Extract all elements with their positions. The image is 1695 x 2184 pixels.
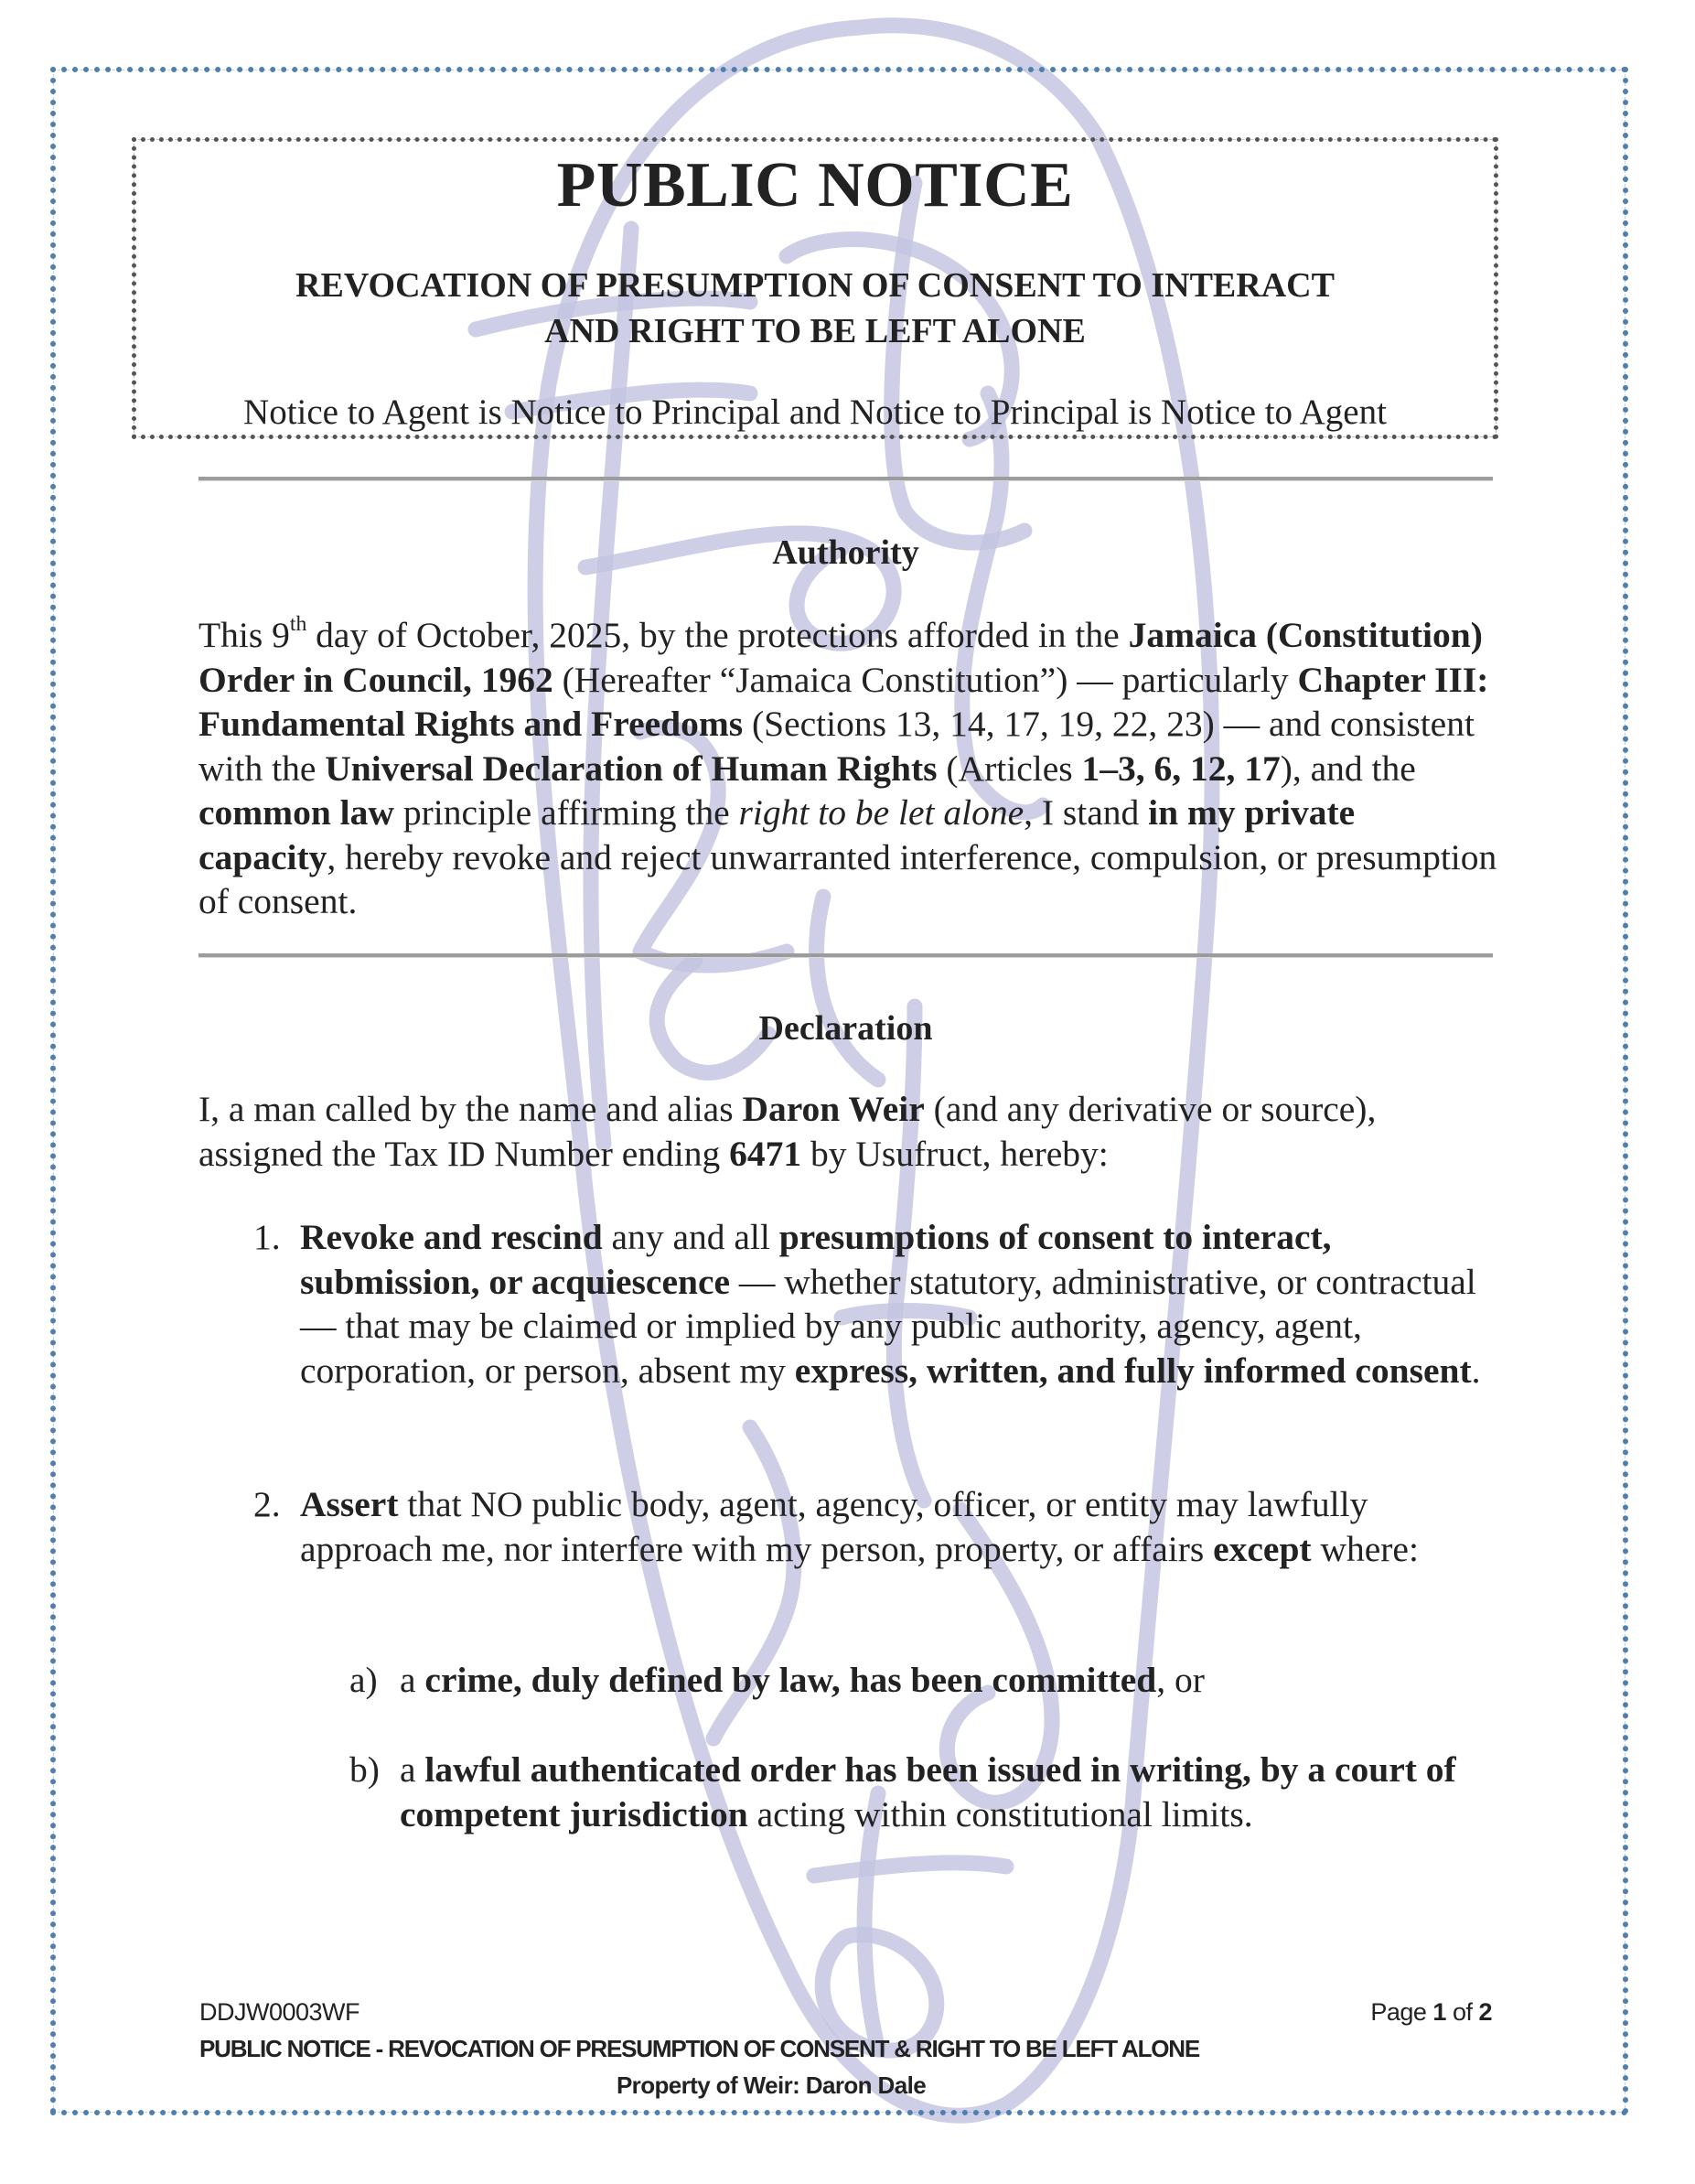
bold-text: 6471	[729, 1133, 802, 1174]
text-run: (Sections 13, 14, 17, 19, 22, 23) — and consistent with the	[198, 704, 1475, 789]
bold-text: common law	[198, 792, 394, 833]
list-item-text	[300, 1482, 1498, 1571]
authority-heading: Authority	[772, 533, 919, 572]
list-item-text	[300, 1215, 1498, 1393]
section-divider	[198, 477, 1493, 481]
footer-document-code: DDJW0003WF	[199, 1998, 360, 2026]
bold-text: Chapter III: Fundamental Rights and Freedoms	[198, 659, 1489, 744]
bold-text: except	[1213, 1528, 1312, 1569]
sub-list-item-label: a)	[349, 1660, 378, 1700]
bold-text: Assert	[300, 1484, 399, 1524]
text-run: ), and the	[1280, 748, 1416, 789]
italic-text: right to be let alone	[738, 792, 1025, 833]
page-current: 1	[1432, 1998, 1446, 2026]
subtitle-line-1: REVOCATION OF PRESUMPTION OF CONSENT TO INTERACT	[295, 266, 1335, 305]
text-run: a	[400, 1660, 425, 1700]
sub-list-item-label: b)	[349, 1749, 380, 1790]
footer-page-number	[1370, 1996, 1492, 2028]
text-run: that NO public body, agent, agency, officer, or entity may lawfully approach me, nor interfere with my person, property, or affairs	[300, 1484, 1368, 1569]
text-run: — whether statutory, administrative, or contractual — that may be claimed or implied by any public authority, agency, agent, corporation, or person, absent my	[300, 1261, 1476, 1391]
bold-text: lawful authenticated order has been issued in writing, by a court of competent jurisdiction	[400, 1749, 1456, 1834]
text-run: (Articles	[937, 748, 1082, 789]
notice-maxim: Notice to Agent is Notice to Principal and Notice to Principal is Notice to Agent	[243, 393, 1387, 432]
bold-text: in my private capacity	[198, 792, 1356, 877]
subtitle-line-2: AND RIGHT TO BE LEFT ALONE	[544, 312, 1086, 350]
sub-list-item-text	[400, 1748, 1502, 1836]
text-run: , I stand	[1024, 792, 1149, 833]
text-run: by Usufruct, hereby:	[801, 1133, 1109, 1174]
page-total: 2	[1478, 1998, 1492, 2026]
text-run: I, a man called by the name and alias	[198, 1089, 743, 1129]
bold-text: presumptions of consent to interact, submission, or acquiescence	[300, 1217, 1332, 1302]
page-prefix: Page	[1370, 1998, 1433, 2026]
text-run: (and any derivative or source), assigned the Tax ID Number ending	[198, 1089, 1377, 1174]
bold-text: Revoke and rescind	[300, 1217, 603, 1257]
bold-text: express, written, and fully informed consent	[794, 1350, 1472, 1391]
section-divider	[198, 953, 1493, 958]
text-run: (Hereafter “Jamaica Constitution”) — particularly	[552, 659, 1298, 700]
sub-list-item-text	[400, 1658, 1502, 1703]
text-run: where:	[1311, 1528, 1419, 1569]
bold-text: Jamaica (Constitution) Order in Council, 1962	[198, 615, 1483, 700]
text-run: , or	[1156, 1660, 1205, 1700]
authority-paragraph	[198, 613, 1497, 924]
text-run: principle affirming the	[393, 792, 739, 833]
footer-title: PUBLIC NOTICE - REVOCATION OF PRESUMPTION OF CONSENT & RIGHT TO BE LEFT ALONE	[199, 2035, 1200, 2062]
text-run: This 9	[198, 615, 290, 655]
text-run: any and all	[602, 1217, 779, 1257]
bold-text: Universal Declaration of Human Rights	[325, 748, 938, 789]
bold-text: crime, duly defined by law, has been committed	[424, 1660, 1157, 1700]
declaration-intro	[198, 1087, 1497, 1176]
document-subtitle	[132, 263, 1498, 354]
document-title: PUBLIC NOTICE	[556, 150, 1074, 221]
superscript-text: th	[289, 612, 307, 637]
bold-text: 1–3, 6, 12, 17	[1081, 748, 1281, 789]
text-run: .	[1471, 1350, 1481, 1391]
list-item-number: 1.	[253, 1217, 281, 1257]
text-run: , hereby revoke and reject unwarranted interference, compulsion, or presumption of consent.	[198, 836, 1497, 921]
text-run: day of October, 2025, by the protections afforded in the	[306, 615, 1129, 655]
text-run: a	[400, 1749, 425, 1790]
declaration-heading: Declaration	[758, 1009, 933, 1048]
page-separator: of	[1445, 1998, 1479, 2026]
footer-property: Property of Weir: Daron Dale	[616, 2071, 927, 2099]
text-run: acting within constitutional limits.	[747, 1793, 1253, 1834]
bold-text: Daron Weir	[742, 1089, 925, 1129]
list-item-number: 2.	[253, 1484, 281, 1524]
